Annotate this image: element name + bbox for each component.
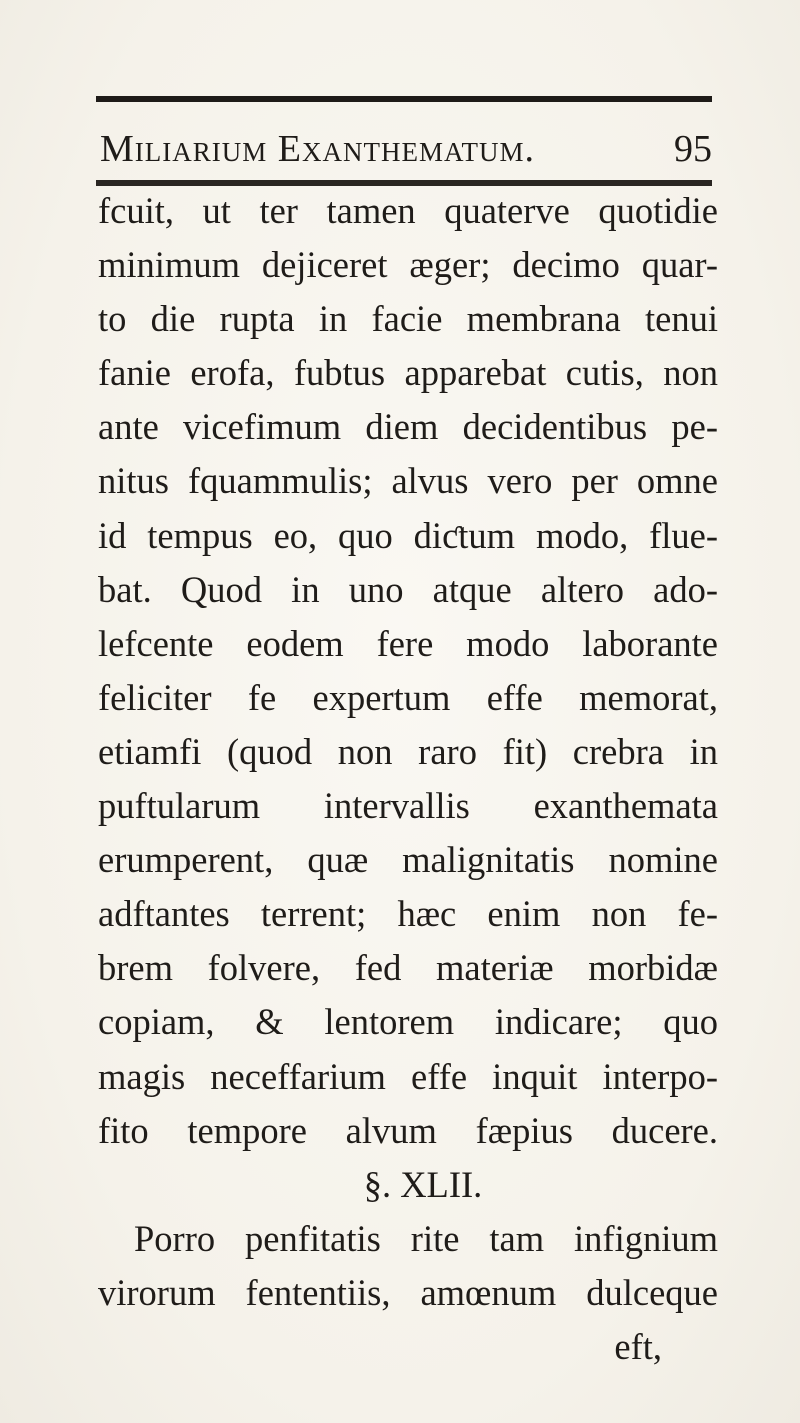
catchword: eft,	[614, 1325, 662, 1367]
text-line: minimum dejiceret æger; decimo quar-	[98, 244, 718, 286]
text-line: feliciter fe expertum effe memorat,	[98, 676, 718, 718]
text-line: bat. Quod in uno atque altero ado-	[98, 568, 718, 610]
text-line: erumperent, quæ malignitatis nomine	[98, 839, 718, 881]
text-line: ante vicefimum diem decidentibus pe-	[98, 406, 718, 448]
text-line: magis neceffarium effe inquit interpo-	[98, 1055, 718, 1097]
section-heading: §. XLII.	[363, 1163, 483, 1205]
header-rule	[96, 96, 712, 102]
text-line: to die rupta in facie membrana tenui	[98, 298, 718, 340]
text-line: adftantes terrent; hæc enim non fe-	[98, 893, 718, 935]
running-title: Miliarium Exanthematum.	[100, 128, 535, 170]
text-line: id tempus eo, quo diƈtum modo, flue-	[98, 514, 718, 556]
text-line: fcuit, ut ter tamen quaterve quotidie	[98, 190, 718, 231]
text-line: brem folvere, fed materiæ morbidæ	[98, 947, 718, 989]
text-line: etiamfi (quod non raro fit) crebra in	[98, 730, 718, 772]
text-line: virorum fententiis, amœnum dulceque	[98, 1271, 718, 1313]
page-number: 95	[674, 128, 712, 170]
running-header	[100, 112, 712, 174]
text-line: fanie erofa, fubtus apparebat cutis, non	[98, 352, 718, 394]
text-line: nitus fquammulis; alvus vero per omne	[98, 460, 718, 502]
text-line: lefcente eodem fere modo laborante	[98, 622, 718, 664]
text-line: copiam, & lentorem indicare; quo	[98, 1001, 718, 1043]
text-line: puftularum intervallis exanthemata	[98, 785, 718, 827]
body-text	[98, 184, 718, 1374]
text-line: fito tempore alvum fæpius ducere.	[98, 1109, 718, 1151]
text-line: Porro penfitatis rite tam infignium	[134, 1217, 718, 1259]
